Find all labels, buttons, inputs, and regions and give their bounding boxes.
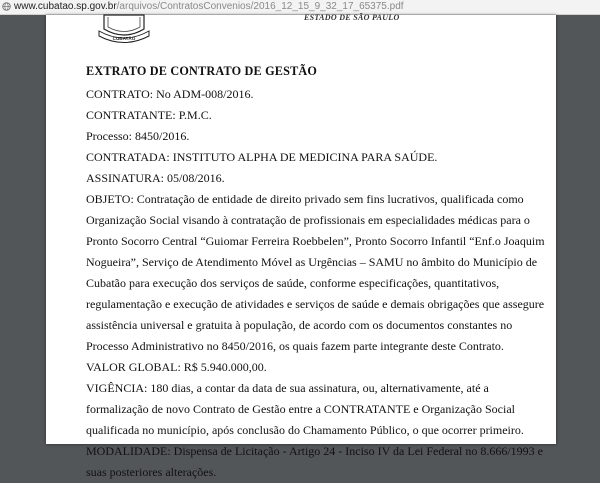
contratada-label: CONTRATADA:: [86, 150, 170, 164]
city-crest-icon: [96, 15, 152, 43]
address-bar[interactable]: [0, 0, 600, 15]
valor-line: [86, 357, 546, 378]
assinatura-line: [86, 168, 546, 189]
objeto-line: [86, 189, 546, 210]
assinatura-label: ASSINATURA:: [86, 171, 165, 185]
processo-line: [86, 126, 546, 147]
vigencia-text: formalização de novo Contrato de Gestão entre a CONTRATANTE e Organização Social: [86, 402, 515, 416]
objeto-text: Organização Social visando à contratação de profissionais em especialidades médicas para o: [86, 213, 530, 227]
objeto-text: assistência universal e gratuita à população, de acordo com os documentos constantes no: [86, 318, 513, 332]
processo-value: 8450/2016.: [135, 129, 190, 143]
state-line: ESTADO DE SÃO PAULO: [304, 13, 400, 22]
assinatura-value: 05/08/2016.: [167, 171, 225, 185]
objeto-text: Processo Administrativo no 8450/2016, os quais fazem parte integrante deste Contrato.: [86, 339, 504, 353]
document-title: EXTRATO DE CONTRATO DE GESTÃO: [86, 64, 318, 78]
vigencia-line: [86, 378, 546, 399]
globe-icon: [2, 2, 11, 11]
objeto-text: Contratação de entidade de direito privado sem fins lucrativos, qualificada como: [136, 192, 524, 206]
contratada-value: INSTITUTO ALPHA DE MEDICINA PARA SAÚDE.: [172, 150, 438, 164]
modalidade-text: suas posteriores alterações.: [86, 465, 217, 479]
objeto-text: Nogueira”, Serviço de Atendimento Móvel as Urgências – SAMU no âmbito do Município de: [86, 255, 538, 269]
objeto-text: Cubatão para execução dos serviços de saúde, conforme especificações, quantitativos,: [86, 276, 500, 290]
url-text[interactable]: [14, 0, 404, 14]
contrato-value: No ADM-008/2016.: [156, 87, 254, 101]
vigencia-label: VIGÊNCIA:: [86, 381, 148, 395]
contratante-value: P.M.C.: [178, 108, 212, 122]
objeto-text: Pronto Socorro Central “Guiomar Ferreira Roebbelen”, Pronto Socorro Infantil “Enf.o Joaquim: [86, 234, 545, 248]
vigencia-text: qualificada no município, após conclusão do Chamamento Público, o que ocorrer primeiro.: [86, 423, 524, 437]
valor-value: R$ 5.940.000,00.: [183, 360, 267, 374]
contrato-line: [86, 84, 546, 105]
contratante-label: CONTRATANTE:: [86, 108, 176, 122]
processo-label: Processo:: [86, 129, 132, 143]
contrato-label: CONTRATO:: [86, 87, 154, 101]
modalidade-text: Dispensa de Licitação - Artigo 24 - Inciso IV da Lei Federal no 8.666/1993 e: [173, 444, 544, 458]
contratante-line: [86, 105, 546, 126]
valor-label: VALOR GLOBAL:: [86, 360, 181, 374]
url-host: www.cubatao.sp.gov.br: [14, 1, 117, 12]
modalidade-label: MODALIDADE:: [86, 444, 171, 458]
document-body: [86, 62, 546, 483]
vigencia-text: 180 dias, a contar da data de sua assinatura, ou, alternativamente, até a: [150, 381, 489, 395]
modalidade-line: [86, 441, 546, 462]
url-path: /arquivos/ContratosConvenios/2016_12_15_9_32_17_65375.pdf: [116, 1, 404, 12]
pdf-page: [46, 13, 556, 479]
objeto-label: OBJETO:: [86, 192, 134, 206]
crest-text: CUBATÃO: [112, 36, 136, 41]
contratada-line: [86, 147, 546, 168]
objeto-text: regulamentação e execução de atividades e serviços de saúde e demais obrigações que assegure: [86, 297, 545, 311]
